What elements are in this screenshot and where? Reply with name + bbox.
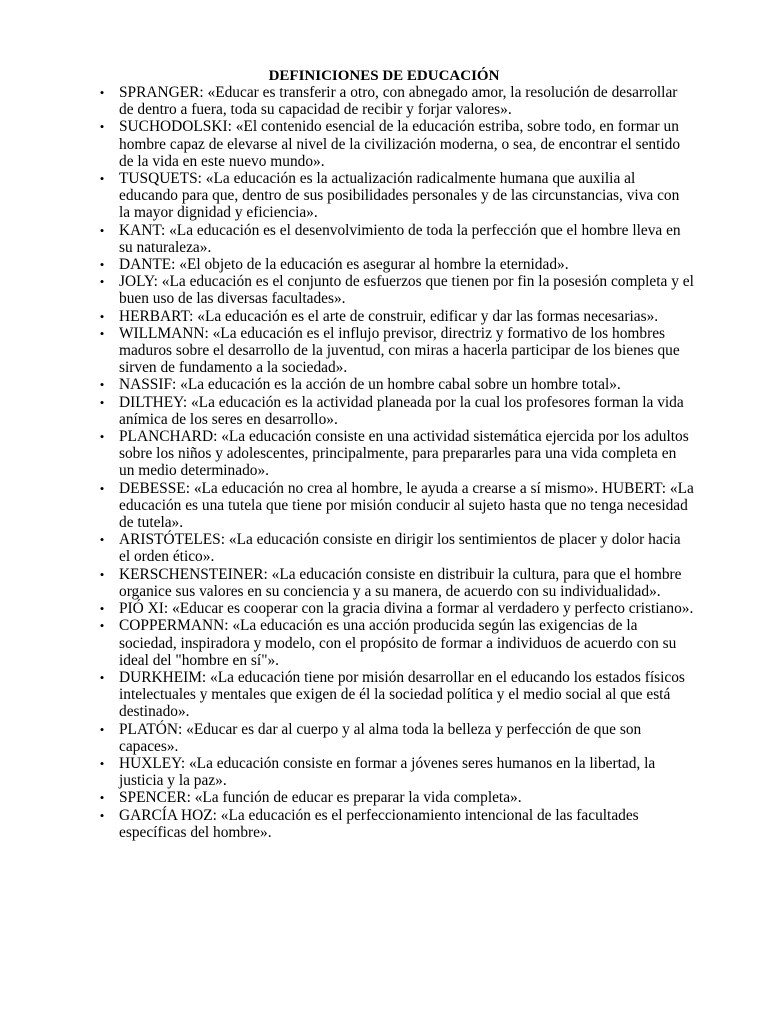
list-item (99, 273, 694, 308)
list-item (99, 754, 694, 790)
bullet-icon: • (99, 325, 105, 341)
bullet-icon: • (99, 532, 105, 548)
definition-text: COPPERMANN: «La educación es una acción producida según las exigencias de la sociedad, inspiradora y modelo, con el propósito de formar a individuos de acuerdo con su ideal del "hombre en sí"». (119, 617, 677, 669)
bullet-icon: • (99, 566, 105, 582)
list-item (99, 789, 694, 807)
bullet-icon: • (99, 601, 105, 617)
list-item (99, 324, 694, 377)
definitions-list (99, 84, 694, 841)
definition-text: SPRANGER: «Educar es transferir a otro, con abnegado amor, la resolución de desarrollar de dentro a fuera, toda su capacidad de recibir y forjar valores». (119, 84, 678, 119)
bullet-icon: • (99, 618, 105, 634)
document-title: DEFINICIONES DE EDUCACIÓN (268, 68, 500, 84)
definition-text: KERSCHENSTEINER: «La educación consiste en distribuir la cultura, para que el hombre organice sus valores en su conciencia y a su manera, de acuerdo con su individualidad». (119, 565, 682, 600)
list-item (99, 600, 694, 618)
bullet-icon: • (99, 377, 105, 393)
bullet-icon: • (99, 721, 105, 737)
definition-text: HERBART: «La educación es el arte de construir, edificar y dar las formas necesarias». (119, 307, 659, 325)
definition-text: GARCÍA HOZ: «La educación es el perfeccionamiento intencional de las facultades específicas del hombre». (119, 806, 639, 841)
bullet-icon: • (99, 222, 105, 238)
bullet-icon: • (99, 807, 105, 823)
bullet-icon: • (99, 257, 105, 273)
bullet-icon: • (99, 119, 105, 135)
definition-text: SUCHODOLSKI: «El contenido esencial de la educación estriba, sobre todo, en formar un hombre capaz de elevarse al nivel de la civilización moderna, o sea, de encontrar el sentido de la vida en este nuevo mundo». (119, 118, 681, 170)
definition-text: PIÓ XI: «Educar es cooperar con la gracia divina a formar al verdadero y perfecto cristiano». (119, 600, 694, 618)
list-item (99, 806, 694, 841)
bullet-icon: • (99, 480, 105, 496)
definition-text: KANT: «La educación es el desenvolvimiento de toda la perfección que el hombre lleva en su naturaleza». (119, 221, 681, 256)
bullet-icon: • (99, 429, 105, 445)
list-item (99, 170, 694, 222)
bullet-icon: • (99, 308, 105, 324)
list-item (99, 617, 694, 669)
list-item (99, 256, 694, 274)
list-item (99, 118, 694, 170)
list-item (99, 428, 694, 480)
definition-text: DANTE: «El objeto de la educación es asegurar al hombre la eternidad». (119, 256, 569, 274)
list-item (99, 479, 694, 532)
list-item (99, 307, 694, 325)
definition-text: HUXLEY: «La educación consiste en formar a jóvenes seres humanos en la libertad, la justicia y la paz». (119, 754, 656, 790)
bullet-icon: • (99, 85, 105, 100)
list-item (99, 376, 694, 394)
list-item (99, 668, 694, 721)
bullet-icon: • (99, 274, 105, 290)
bullet-icon: • (99, 790, 105, 806)
list-item (99, 84, 694, 119)
definition-text: DEBESSE: «La educación no crea al hombre, le ayuda a crearse a sí mismo». HUBERT: «La educación es una tutela que tiene por misión conducir al sujeto hasta que no tenga necesidad de tutela». (119, 479, 694, 532)
list-item (99, 531, 694, 566)
list-item (99, 565, 694, 600)
bullet-icon: • (99, 669, 105, 685)
definition-text: PLANCHARD: «La educación consiste en una actividad sistemática ejercida por los adultos sobre los niños y adolescentes, principalmente, para prepararles para una vida completa en un medio determinado». (119, 428, 689, 480)
bullet-icon: • (99, 171, 105, 187)
definition-text: DURKHEIM: «La educación tiene por misión desarrollar en el educando los estados físicos intelectuales y mentales que exigen de él la sociedad política y el medio social al que está destinado». (119, 668, 685, 721)
definition-text: WILLMANN: «La educación es el influjo previsor, directriz y formativo de los hombres maduros sobre el desarrollo de la juventud, con miras a hacerla participar de los bienes que sirven de fundamento a la sociedad». (119, 324, 680, 377)
list-item (99, 221, 694, 256)
definition-text: ARISTÓTELES: «La educación consiste en dirigir los sentimientos de placer y dolor hacia el orden ético». (119, 531, 681, 566)
definition-text: TUSQUETS: «La educación es la actualización radicalmente humana que auxilia al educando para que, dentro de sus posibilidades personales y de las circunstancias, viva con la mayor dignidad y eficiencia». (119, 170, 680, 222)
definition-text: SPENCER: «La función de educar es preparar la vida completa». (119, 789, 522, 807)
definition-text: NASSIF: «La educación es la acción de un hombre cabal sobre un hombre total». (119, 376, 621, 394)
definition-text: JOLY: «La educación es el conjunto de esfuerzos que tienen por fin la posesión completa y el buen uso de las diversas facultades». (119, 273, 694, 308)
list-item (99, 393, 694, 428)
definition-text: PLATÓN: «Educar es dar al cuerpo y al alma toda la belleza y perfección de que son capaces». (119, 720, 642, 755)
bullet-icon: • (99, 755, 105, 771)
list-item (99, 720, 694, 755)
definition-text: DILTHEY: «La educación es la actividad planeada por la cual los profesores forman la vida anímica de los seres en desarrollo». (119, 393, 684, 428)
bullet-icon: • (99, 394, 105, 410)
